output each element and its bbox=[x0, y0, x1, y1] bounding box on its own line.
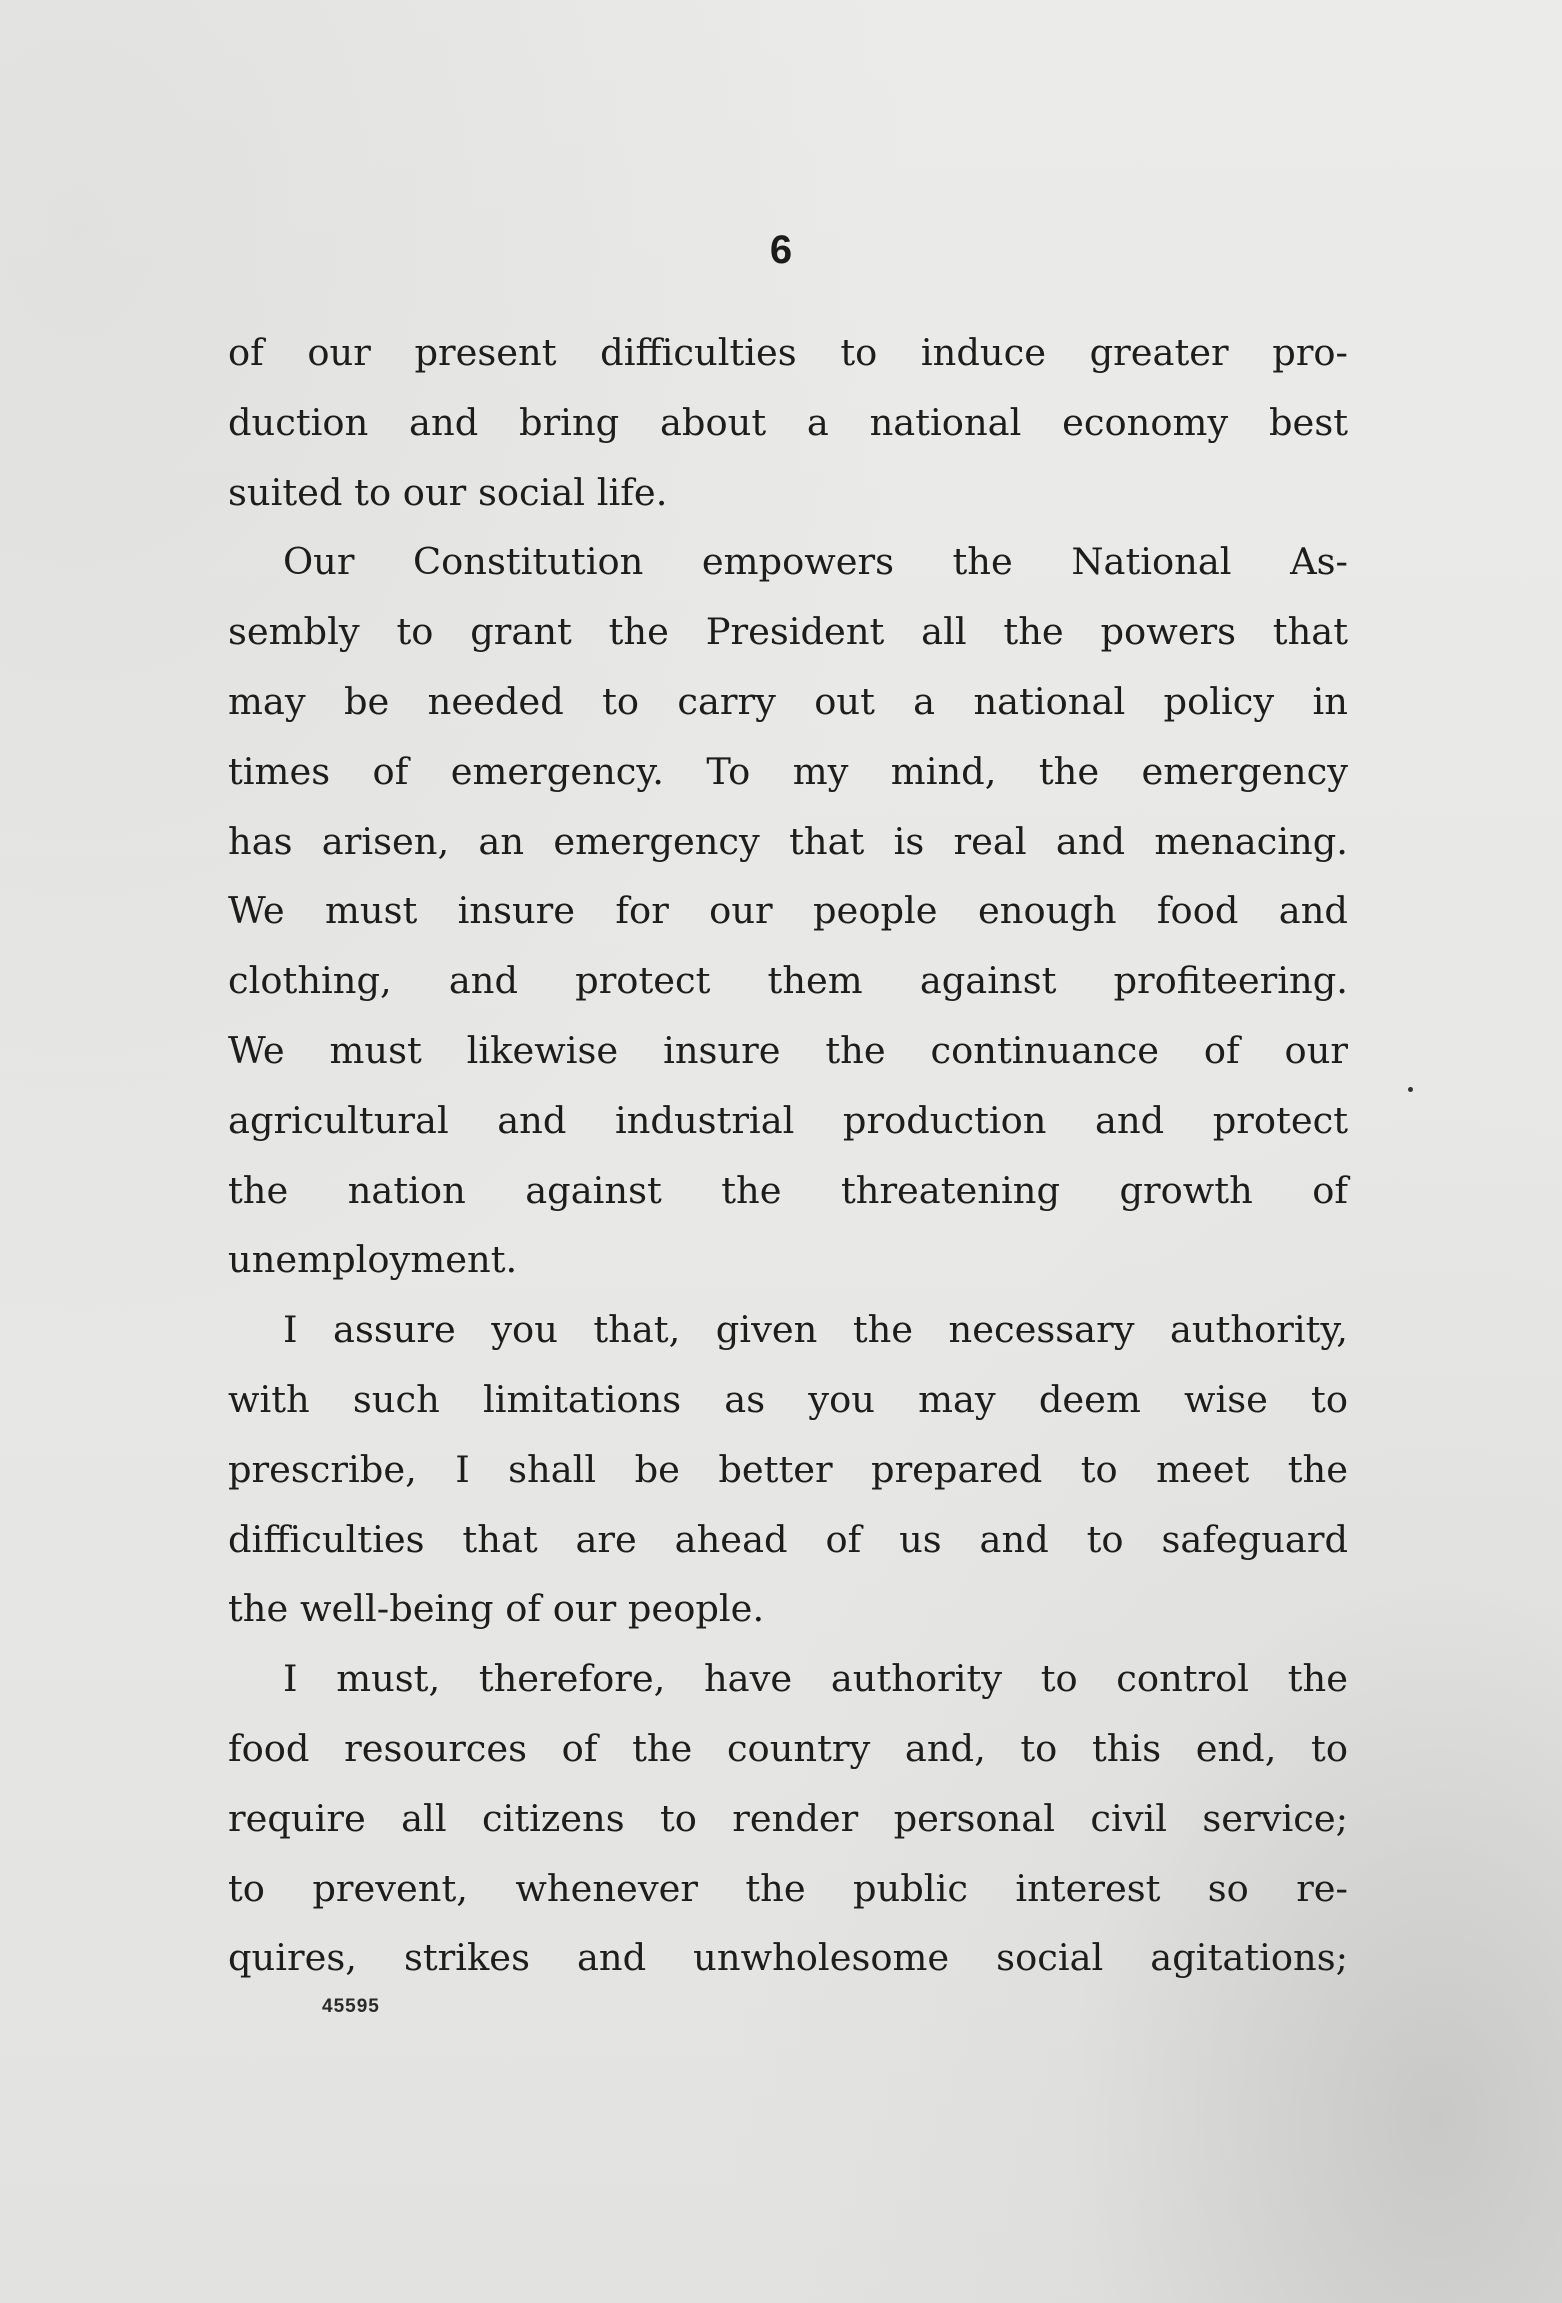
text-line: has arisen, an emergency that is real and menacing. bbox=[228, 819, 1348, 863]
text-line: unemployment. bbox=[228, 1238, 518, 1282]
text-line: to prevent, whenever the public interest so re- bbox=[228, 1866, 1348, 1910]
text-line: prescribe, I shall be better prepared to meet the bbox=[228, 1447, 1348, 1491]
text-line: agricultural and industrial production and protect bbox=[228, 1098, 1348, 1142]
text-line: the well-being of our people. bbox=[228, 1587, 765, 1631]
text-line: We must insure for our people enough food and bbox=[228, 889, 1348, 933]
text-line: difficulties that are ahead of us and to safeguard bbox=[228, 1517, 1348, 1561]
text-line: We must likewise insure the continuance of our bbox=[228, 1028, 1348, 1072]
text-line: of our present difficulties to induce greater pro- bbox=[228, 331, 1348, 374]
page-number: 6 bbox=[769, 228, 793, 272]
text-line: I assure you that, given the necessary authority, bbox=[283, 1308, 1348, 1352]
text-line: duction and bring about a national economy best bbox=[228, 400, 1348, 444]
ink-speck bbox=[1408, 1087, 1413, 1092]
text-line: with such limitations as you may deem wise to bbox=[228, 1377, 1348, 1421]
text-line: may be needed to carry out a national policy in bbox=[228, 679, 1348, 723]
text-line: I must, therefore, have authority to control the bbox=[283, 1657, 1348, 1701]
text-line: times of emergency. To my mind, the emergency bbox=[228, 749, 1348, 793]
text-line: suited to our social life. bbox=[228, 470, 668, 514]
text-line: the nation against the threatening growth of bbox=[228, 1168, 1348, 1212]
body-text bbox=[228, 318, 1348, 1993]
text-line: food resources of the country and, to this end, to bbox=[228, 1726, 1348, 1770]
text-line: Our Constitution empowers the National As- bbox=[283, 540, 1348, 584]
text-line: require all citizens to render personal civil service; bbox=[228, 1796, 1348, 1840]
text-line: sembly to grant the President all the powers that bbox=[228, 610, 1348, 654]
text-line: quires, strikes and unwholesome social agitations; bbox=[228, 1936, 1348, 1980]
text-line: clothing, and protect them against profiteering. bbox=[228, 959, 1348, 1003]
printer-code: 45595 bbox=[322, 1996, 380, 2017]
